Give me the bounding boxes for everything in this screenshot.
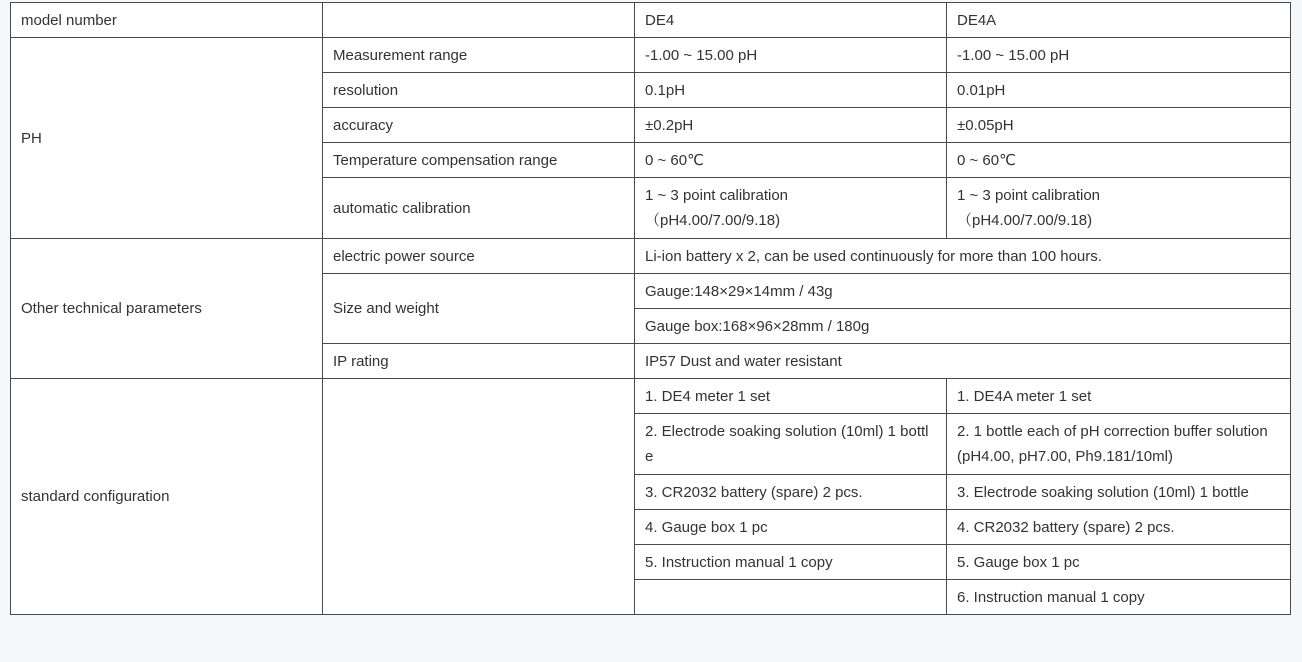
de4-value bbox=[635, 178, 947, 239]
de4a-value: ±0.05pH bbox=[947, 108, 1291, 143]
specifications-table bbox=[10, 2, 1291, 615]
de4-config-item: 3. CR2032 battery (spare) 2 pcs. bbox=[635, 475, 947, 510]
de4a-value: 0.01pH bbox=[947, 73, 1291, 108]
param-label: automatic calibration bbox=[323, 178, 635, 239]
de4-config-item: 4. Gauge box 1 pc bbox=[635, 510, 947, 545]
de4-config-item: 1. DE4 meter 1 set bbox=[635, 379, 947, 414]
de4-config-empty bbox=[635, 580, 947, 615]
calibration-buffers-text: （pH4.00/7.00/9.18) bbox=[645, 212, 781, 229]
model-de4-header: DE4 bbox=[635, 3, 947, 38]
gauge-box-size-value: Gauge box:168×96×28mm / 180g bbox=[635, 309, 1291, 344]
header-row bbox=[11, 3, 1291, 38]
table-row bbox=[11, 239, 1291, 274]
calibration-points-text: 1 ~ 3 point calibration bbox=[957, 187, 1101, 204]
param-label: electric power source bbox=[323, 239, 635, 274]
de4-value: 0 ~ 60℃ bbox=[635, 143, 947, 178]
header-blank-cell bbox=[323, 3, 635, 38]
ip-value: IP57 Dust and water resistant bbox=[635, 344, 1291, 379]
model-de4a-header: DE4A bbox=[947, 3, 1291, 38]
param-label: resolution bbox=[323, 73, 635, 108]
calibration-points-text: 1 ~ 3 point calibration bbox=[645, 187, 789, 204]
gauge-size-value: Gauge:148×29×14mm / 43g bbox=[635, 274, 1291, 309]
param-label: IP rating bbox=[323, 344, 635, 379]
param-label: Temperature compensation range bbox=[323, 143, 635, 178]
de4a-config-item: 5. Gauge box 1 pc bbox=[947, 545, 1291, 580]
other-group-label: Other technical parameters bbox=[11, 239, 323, 379]
de4a-config-item: 3. Electrode soaking solution (10ml) 1 bottle bbox=[947, 475, 1291, 510]
config-group-label: standard configuration bbox=[11, 379, 323, 615]
config-blank-cell bbox=[323, 379, 635, 615]
table-row bbox=[11, 38, 1291, 73]
de4-value: -1.00 ~ 15.00 pH bbox=[635, 38, 947, 73]
de4a-value bbox=[947, 178, 1291, 239]
de4a-config-item: 2. 1 bottle each of pH correction buffer solution (pH4.00, pH7.00, Ph9.181/10ml) bbox=[947, 414, 1291, 475]
de4-config-item: 2. Electrode soaking solution (10ml) 1 bottle bbox=[635, 414, 947, 475]
model-number-label: model number bbox=[11, 3, 323, 38]
ph-group-label: PH bbox=[11, 38, 323, 239]
de4a-config-item: 4. CR2032 battery (spare) 2 pcs. bbox=[947, 510, 1291, 545]
de4a-value: -1.00 ~ 15.00 pH bbox=[947, 38, 1291, 73]
de4-value: 0.1pH bbox=[635, 73, 947, 108]
calibration-buffers-text: （pH4.00/7.00/9.18) bbox=[957, 212, 1093, 229]
de4a-config-item: 6. Instruction manual 1 copy bbox=[947, 580, 1291, 615]
de4-value: ±0.2pH bbox=[635, 108, 947, 143]
param-label: accuracy bbox=[323, 108, 635, 143]
de4-config-item: 5. Instruction manual 1 copy bbox=[635, 545, 947, 580]
de4a-value: 0 ~ 60℃ bbox=[947, 143, 1291, 178]
power-value: Li-ion battery x 2, can be used continuously for more than 100 hours. bbox=[635, 239, 1291, 274]
param-label: Size and weight bbox=[323, 274, 635, 344]
de4a-config-item: 1. DE4A meter 1 set bbox=[947, 379, 1291, 414]
table-row bbox=[11, 379, 1291, 414]
param-label: Measurement range bbox=[323, 38, 635, 73]
